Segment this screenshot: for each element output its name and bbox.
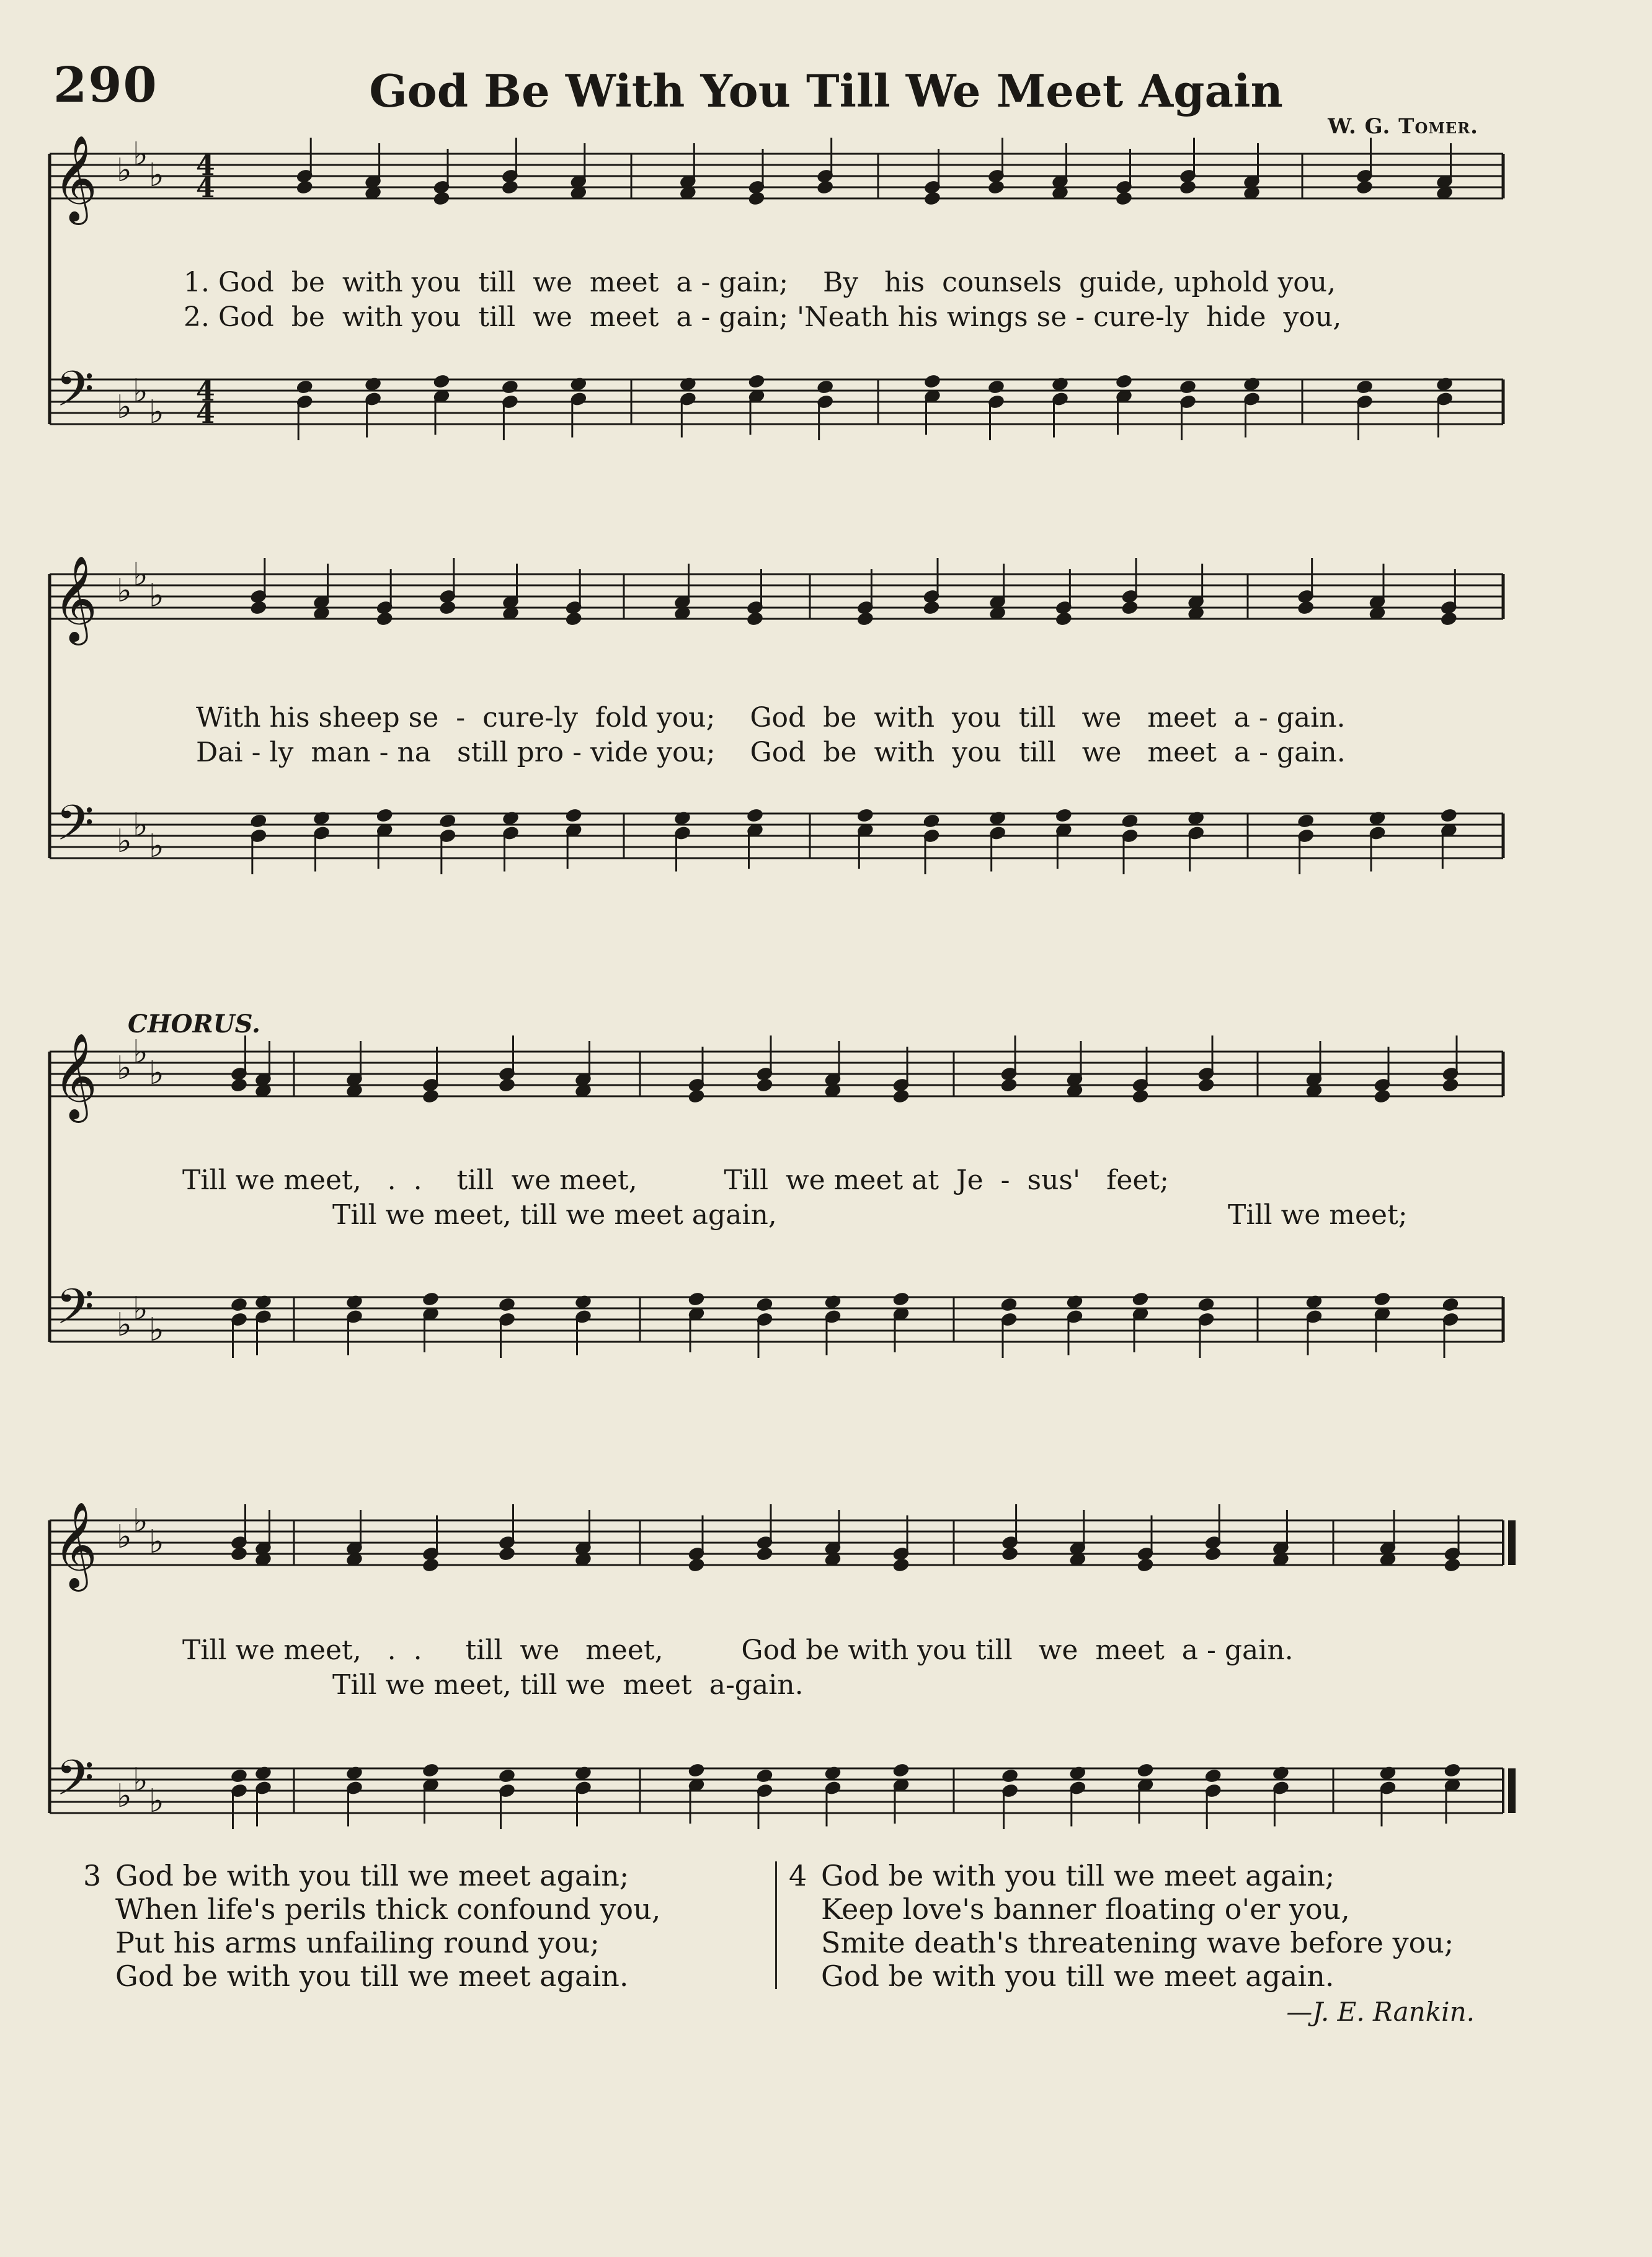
note-head	[422, 1763, 438, 1778]
lyric-line-chorus-upper: Till we meet, . . till we meet, God be with you till we meet a - gain.	[182, 1634, 1294, 1666]
lyric-line-verse-1: 1. God be with you till we meet a - gain; By his counsels guide, uphold you,	[184, 267, 1336, 298]
bass-flat-sign: ♭	[117, 389, 132, 426]
time-signature: 4	[196, 150, 215, 182]
bass-flat-sign: ♭	[133, 1762, 148, 1799]
bass-flat-sign: ♭	[149, 1311, 164, 1349]
note-head	[231, 1769, 247, 1783]
verse-line: Keep love's banner floating o'er you,	[821, 1892, 1350, 1926]
note-head	[499, 1769, 515, 1783]
treble-clef-icon: 𝄞	[53, 135, 97, 221]
bass-clef-icon: 𝄢	[56, 1749, 94, 1819]
verse-line: Smite death's threatening wave before you;	[821, 1926, 1454, 1959]
note-head	[1205, 1769, 1221, 1783]
treble-flat-sign: ♭	[117, 1050, 132, 1087]
hymn-title: God Be With You Till We Meet Again	[369, 64, 1283, 117]
bass-flat-sign: ♭	[149, 828, 164, 865]
treble-flat-sign: ♭	[117, 152, 132, 189]
lyric-line-verse-2: 2. God be with you till we meet a - gain; 'Neath his wings se - cure-ly hide you,	[184, 301, 1342, 333]
bass-flat-sign: ♭	[133, 807, 148, 844]
note-head	[757, 1547, 773, 1561]
treble-clef-icon: 𝄞	[53, 1502, 97, 1588]
chorus-label: CHORUS.	[128, 1009, 260, 1039]
treble-flat-sign: ♭	[149, 157, 164, 194]
bass-flat-sign: ♭	[149, 394, 164, 431]
hymn-number: 290	[53, 57, 158, 113]
time-signature: 4	[196, 376, 215, 407]
time-signature: 4	[196, 172, 215, 204]
lyric-line-chorus-upper: Till we meet, . . till we meet, Till we meet at Je - sus' feet;	[182, 1164, 1169, 1196]
lyric-line-chorus-lower: Till we meet, till we meet a-gain.	[332, 1669, 804, 1701]
treble-flat-sign: ♭	[149, 577, 164, 614]
note-head	[1205, 1547, 1221, 1561]
verse-line: God be with you till we meet again;	[821, 1859, 1335, 1892]
note-head	[499, 1547, 515, 1561]
note-head	[893, 1763, 909, 1778]
bass-clef-icon: 𝄢	[56, 1278, 94, 1347]
verse-divider	[775, 1861, 777, 1989]
bass-flat-sign: ♭	[133, 1290, 148, 1328]
bass-clef-icon: 𝄢	[56, 794, 94, 864]
verse-line: God be with you till we meet again.	[115, 1959, 629, 1993]
bass-flat-sign: ♭	[117, 1306, 132, 1344]
time-signature: 4	[196, 398, 215, 430]
treble-flat-sign: ♭	[133, 136, 148, 173]
note-head	[231, 1547, 247, 1561]
treble-flat-sign: ♭	[133, 1502, 148, 1540]
note-head	[1137, 1763, 1153, 1778]
treble-clef-icon: 𝄞	[53, 1033, 97, 1119]
note-head	[757, 1769, 773, 1783]
note-head	[1444, 1763, 1460, 1778]
note-head	[688, 1558, 704, 1572]
lyric-line-verse-2: Dai - ly man - na still pro - vide you; God be with you till we meet a - gain.	[196, 737, 1346, 768]
lyric-line-verse-1: With his sheep se - cure-ly fold you; God be with you till we meet a - gain.	[196, 702, 1346, 734]
treble-flat-sign: ♭	[117, 572, 132, 610]
lyric-line-chorus-lower: Till we meet, till we meet again, Till we meet;	[332, 1199, 1408, 1231]
verse-line: God be with you till we meet again.	[821, 1959, 1334, 1993]
verse-line: Put his arms unfailing round you;	[115, 1926, 600, 1959]
treble-flat-sign: ♭	[149, 1055, 164, 1092]
treble-flat-sign: ♭	[117, 1519, 132, 1556]
composer-credit: W. G. Tomer.	[1328, 114, 1478, 139]
bass-flat-sign: ♭	[133, 373, 148, 410]
bass-clef-icon: 𝄢	[56, 360, 94, 430]
verse-number: 4	[789, 1859, 807, 1892]
verse-line: God be with you till we meet again;	[115, 1859, 629, 1892]
bass-flat-sign: ♭	[117, 1778, 132, 1815]
note-head	[422, 1558, 438, 1572]
note-head	[1002, 1547, 1018, 1561]
treble-clef-icon: 𝄞	[53, 556, 97, 642]
verse-number: 3	[83, 1859, 102, 1892]
bass-flat-sign: ♭	[149, 1783, 164, 1820]
author-credit: —J. E. Rankin.	[1286, 1997, 1475, 2027]
note-head	[688, 1763, 704, 1778]
treble-flat-sign: ♭	[133, 556, 148, 593]
note-head	[1444, 1558, 1460, 1572]
note-head	[893, 1558, 909, 1572]
treble-flat-sign: ♭	[149, 1523, 164, 1561]
verse-line: When life's perils thick confound you,	[115, 1892, 661, 1926]
bass-flat-sign: ♭	[117, 823, 132, 860]
note-head	[1137, 1558, 1153, 1572]
note-head	[1002, 1769, 1018, 1783]
treble-flat-sign: ♭	[133, 1034, 148, 1071]
